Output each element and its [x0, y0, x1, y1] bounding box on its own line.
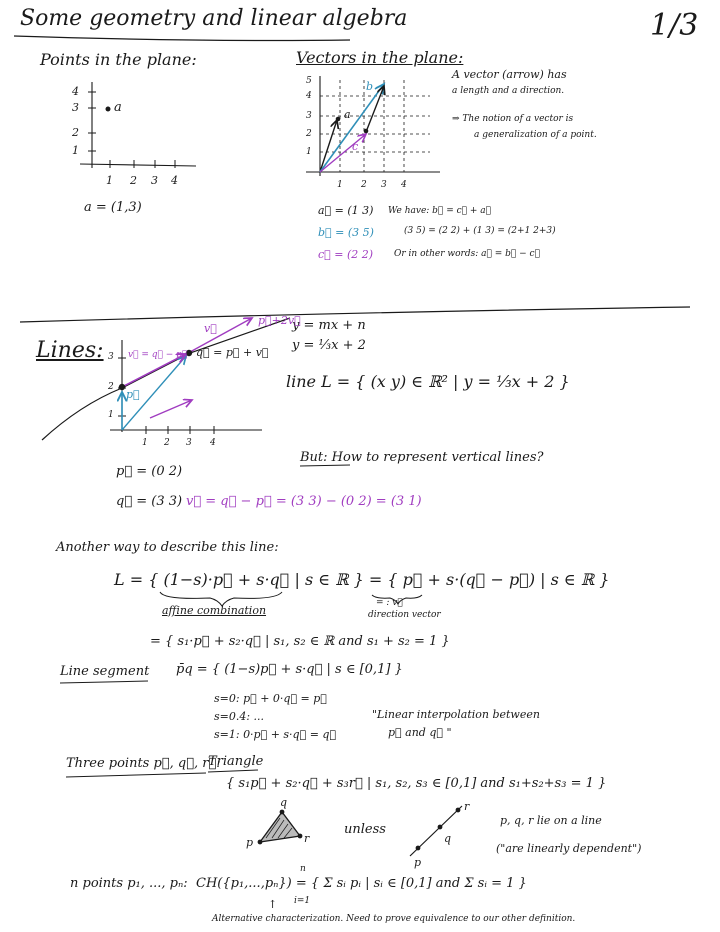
hull-sum-top: n	[300, 864, 306, 874]
another-formula: L = { (1−s)·p⃗ + s·q⃗ | s ∈ ℝ } = { p⃗ + s·(q⃗ − p⃗) | s ∈ ℝ }	[114, 570, 610, 589]
segment-s04: s=0.4: ...	[214, 710, 265, 723]
lines-xtick-3: 3	[186, 438, 192, 448]
vectors-note-2: a length and a direction.	[452, 86, 565, 96]
segment-formula: p̄q = { (1−s)p⃗ + s·q⃗ | s ∈ [0,1] }	[176, 662, 403, 677]
points-ytick-4: 4	[72, 85, 79, 98]
vectors-ytick-5: 5	[306, 76, 312, 86]
points-plot	[80, 82, 196, 168]
vectors-xtick-1: 1	[337, 180, 343, 190]
triangle-vertex-p: p	[246, 836, 254, 849]
lines-qp-label: v⃗ = q⃗ − p⃗	[128, 350, 188, 360]
points-ytick-3: 3	[72, 101, 79, 114]
lines-eq1: y = mx + n	[292, 318, 366, 333]
vector-b-label: b	[366, 80, 374, 93]
collinear-p: p	[414, 856, 422, 869]
vectors-we-have: We have: b⃗ = c⃗ + a⃗	[388, 206, 492, 216]
another-heading: Another way to describe this line:	[56, 540, 279, 555]
lines-q-def: q⃗ = (3 3)	[116, 494, 183, 509]
vertical-lines-question: But: How to represent vertical lines?	[300, 450, 544, 465]
points-heading: Points in the plane:	[40, 50, 197, 69]
points-ytick-2: 2	[72, 126, 79, 139]
collinear-figure	[410, 806, 462, 856]
interp-note-2: p⃗ and q⃗ "	[388, 726, 452, 739]
triangle-title: Triangle	[208, 754, 264, 769]
vectors-ytick-3: 3	[306, 111, 312, 121]
lines-ytick-2: 2	[108, 382, 114, 392]
collinear-r: r	[464, 800, 470, 813]
segment-s0: s=0: p⃗ + 0·q⃗ = p⃗	[214, 692, 327, 705]
vectors-matrix-eq: (3 5) = (2 2) + (1 3) = (2+1 2+3)	[404, 226, 556, 236]
vectors-note-3: ⇒ The notion of a vector is	[452, 114, 574, 124]
collinear-note-1: p, q, r lie on a line	[500, 814, 602, 827]
lines-heading: Lines:	[36, 338, 104, 363]
lines-pv-label: p⃗+2v⃗	[258, 314, 301, 327]
triangle-heading: Three points p⃗, q⃗, r⃗:	[66, 756, 221, 771]
segment-heading: Line segment	[60, 664, 150, 679]
lines-xtick-1: 1	[142, 438, 148, 448]
unless-label: unless	[344, 822, 386, 837]
direction-vector-label: direction vector	[368, 610, 441, 620]
segment-s1: s=1: 0·p⃗ + s·q⃗ = q⃗	[214, 728, 337, 741]
hull-arrow: ↑	[268, 898, 278, 911]
vectors-xtick-3: 3	[381, 180, 387, 190]
vectors-ytick-1: 1	[306, 147, 312, 157]
lines-q-label: q⃗ = p⃗ + v⃗	[196, 346, 269, 359]
point-a	[106, 107, 111, 112]
lines-plot	[42, 318, 290, 440]
points-ytick-1: 1	[72, 144, 79, 157]
points-xtick-4: 4	[171, 174, 178, 187]
points-xtick-3: 3	[151, 174, 158, 187]
page-number: 1/3	[650, 8, 699, 43]
hull-formula: CH({p₁,...,pₙ}) = { Σ sᵢ pᵢ | sᵢ ∈ [0,1] and Σ sᵢ = 1 }	[196, 876, 527, 891]
points-caption: a = (1,3)	[84, 200, 142, 215]
vectors-xtick-4: 4	[401, 180, 407, 190]
points-xtick-1: 1	[106, 174, 113, 187]
triangle-vertex-r: r	[304, 832, 310, 845]
line-definition: line L = { (x y) ∈ ℝ² | y = ⅓x + 2 }	[286, 372, 570, 391]
title-underline	[14, 36, 350, 41]
collinear-q: q	[444, 832, 452, 845]
lines-p-label: p⃗	[126, 388, 140, 401]
vector-b-def: b⃗ = (3 5)	[318, 226, 374, 239]
vectors-ytick-2: 2	[306, 129, 312, 139]
direction-eq-v: = : v⃗	[376, 598, 403, 608]
vectors-ytick-4: 4	[306, 91, 312, 101]
vector-a-label: a	[344, 108, 351, 121]
vectors-xtick-2: 2	[361, 180, 367, 190]
vector-c-def: c⃗ = (2 2)	[318, 248, 374, 261]
page-title: Some geometry and linear algebra	[20, 6, 408, 31]
vectors-note-4: a generalization of a point.	[474, 130, 597, 140]
triangle-formula: { s₁p⃗ + s₂·q⃗ + s₃r⃗ | s₁, s₂, s₃ ∈ [0,1] and s₁+s₂+s₃ = 1 }	[226, 776, 607, 791]
point-a-label: a	[114, 100, 122, 115]
another-formula2: = { s₁·p⃗ + s₂·q⃗ | s₁, s₂ ∈ ℝ and s₁ + s₂ = 1 }	[150, 634, 450, 649]
vector-c-label: c	[352, 140, 359, 153]
vector-a-def: a⃗ = (1 3)	[318, 204, 374, 217]
points-xtick-2: 2	[130, 174, 137, 187]
interp-note-1: "Linear interpolation between	[372, 708, 540, 721]
lines-xtick-2: 2	[164, 438, 170, 448]
hull-heading: n points p₁, ..., pₙ:	[70, 876, 188, 891]
lines-ytick-3: 3	[108, 352, 114, 362]
lines-v-label: v⃗	[204, 322, 217, 335]
lines-v-def: v⃗ = q⃗ − p⃗ = (3 3) − (0 2) = (3 1)	[186, 494, 422, 509]
collinear-note-2: ("are linearly dependent")	[496, 842, 642, 855]
lines-eq2: y = ⅓x + 2	[292, 338, 366, 353]
vectors-note-1: A vector (arrow) has	[452, 68, 567, 81]
lines-p-def: p⃗ = (0 2)	[116, 464, 183, 479]
vectors-other-words: Or in other words: a⃗ = b⃗ − c⃗	[394, 249, 540, 259]
hull-sum-bottom: i=1	[294, 896, 311, 906]
vectors-heading: Vectors in the plane:	[296, 48, 464, 67]
affine-combination: affine combination	[162, 604, 267, 617]
hull-note: Alternative characterization. Need to prove equivalence to our other definition.	[212, 914, 576, 924]
triangle-figure	[258, 810, 303, 845]
lines-xtick-4: 4	[210, 438, 216, 448]
triangle-vertex-q: q	[280, 796, 288, 809]
lines-ytick-1: 1	[108, 410, 114, 420]
